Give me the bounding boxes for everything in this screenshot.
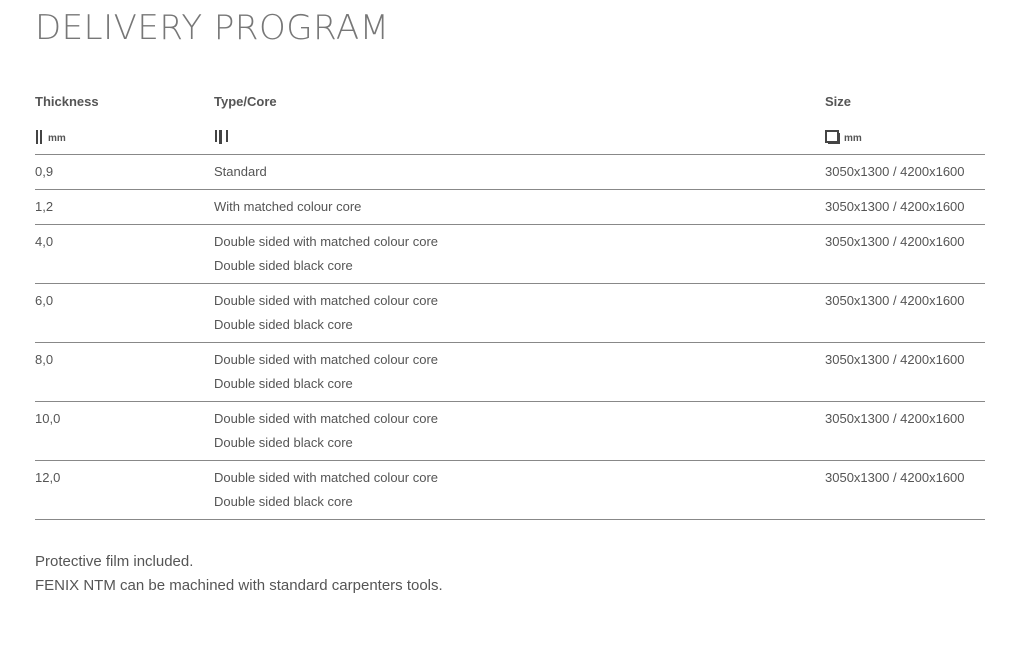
cell-type [214, 412, 438, 450]
note-machining: FENIX NTM can be machined with standard carpenters tools. [35, 577, 443, 594]
cell-type-line: Double sided with matched colour core [214, 352, 439, 367]
cell-type-line: Double sided black core [214, 258, 353, 273]
note-protective-film: Protective film included. [35, 553, 194, 570]
cell-type [214, 165, 267, 179]
cell-thickness: 12,0 [35, 470, 61, 485]
header-thickness: Thickness [35, 94, 99, 109]
cell-type-line: Double sided black core [214, 376, 353, 391]
table-header [35, 94, 985, 114]
header-size: Size [825, 94, 852, 109]
cell-size: 3050x1300 / 4200x1600 [825, 293, 965, 308]
cell-type [214, 294, 438, 332]
cell-size: 3050x1300 / 4200x1600 [825, 199, 965, 214]
cell-size: 3050x1300 / 4200x1600 [825, 234, 965, 249]
notes [35, 550, 443, 598]
cell-thickness: 4,0 [35, 234, 54, 249]
cell-type [214, 471, 438, 509]
cell-size: 3050x1300 / 4200x1600 [825, 352, 965, 367]
cell-thickness: 10,0 [35, 411, 61, 426]
cell-type-line: Double sided with matched colour core [214, 411, 439, 426]
cell-thickness: 0,9 [35, 164, 54, 179]
cell-size: 3050x1300 / 4200x1600 [825, 164, 965, 179]
page-title: DELIVERY PROGRAM [35, 8, 390, 48]
cell-type-line: Double sided black core [214, 494, 353, 509]
cell-type-line: Double sided with matched colour core [214, 293, 439, 308]
table-row [35, 343, 985, 402]
cell-type [214, 235, 438, 273]
cell-type-line: Double sided black core [214, 317, 353, 332]
cell-type-line: Double sided black core [214, 435, 353, 450]
cell-type [214, 353, 438, 391]
table-row [35, 461, 985, 520]
cell-type-line: Standard [214, 164, 267, 179]
cell-thickness: 8,0 [35, 352, 54, 367]
delivery-table [35, 94, 985, 520]
core-icon [214, 130, 227, 144]
cell-thickness: 1,2 [35, 199, 54, 214]
table-row [35, 402, 985, 461]
cell-type-line: Double sided with matched colour core [214, 234, 439, 249]
cell-type-line: Double sided with matched colour core [214, 470, 439, 485]
cell-size: 3050x1300 / 4200x1600 [825, 470, 965, 485]
cell-thickness: 6,0 [35, 293, 54, 308]
size-unit-label: mm [844, 133, 862, 144]
thickness-unit [35, 124, 66, 144]
table-row [35, 155, 985, 190]
table-row [35, 284, 985, 343]
cell-type-line: With matched colour core [214, 199, 362, 214]
size-icon [825, 130, 841, 144]
header-type-core: Type/Core [214, 94, 277, 109]
thickness-unit-label: mm [48, 133, 66, 144]
size-unit [825, 124, 862, 144]
cell-size: 3050x1300 / 4200x1600 [825, 411, 965, 426]
table-row [35, 190, 985, 225]
table-unit-row [35, 114, 985, 155]
table-row [35, 225, 985, 284]
thickness-icon [35, 130, 45, 144]
core-unit [214, 124, 227, 144]
cell-type [214, 200, 361, 214]
